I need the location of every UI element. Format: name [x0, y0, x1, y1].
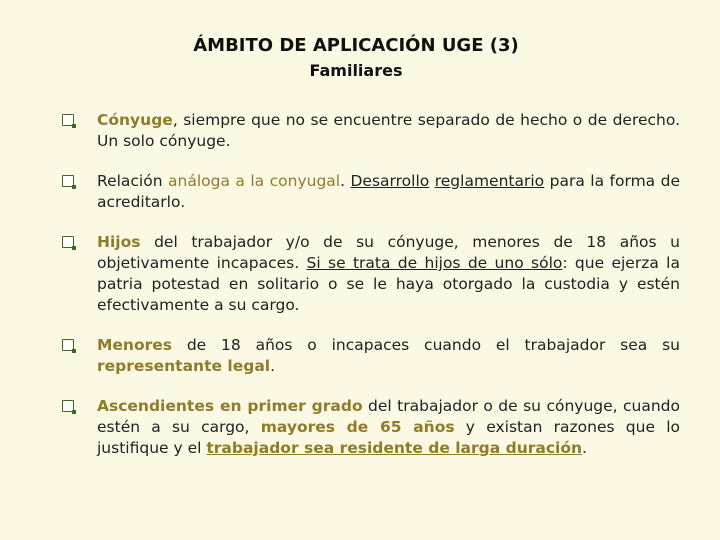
checkbox-bullet-icon: [62, 114, 74, 126]
slide-title: ÁMBITO DE APLICACIÓN UGE (3): [193, 35, 519, 56]
checkbox-bullet-icon: [62, 175, 74, 187]
checkbox-bullet-icon: [62, 236, 74, 248]
bullet-text: , siempre que no se encuentre separado de hecho o de derecho. Un solo cónyuge.: [97, 111, 680, 150]
checkbox-bullet-icon: [62, 339, 74, 351]
underlined-desarrollo: Desarrollo: [350, 172, 430, 190]
term-menores: Menores: [97, 336, 173, 354]
bullet-text: .: [340, 172, 351, 190]
bullet-menores: [62, 335, 680, 377]
term-conyuge: Cónyuge: [97, 111, 173, 129]
bullet-text: de 18 años o incapaces cuando el trabajador sea su: [172, 336, 680, 354]
bullet-list: [62, 110, 680, 459]
term-residente-larga-duracion: trabajador sea residente de larga duración: [206, 439, 583, 457]
term-hijos: Hijos: [97, 233, 141, 251]
bullet-text: para la forma de acreditarlo.: [97, 172, 681, 211]
bullet-conyuge: [62, 110, 680, 152]
bullet-text: : que ejerza la patria potestad en solitario o se le haya otorgado la custodia y estén efectivamente a su cargo.: [97, 254, 680, 314]
slide-subtitle: Familiares: [309, 61, 403, 80]
bullet-ascendientes: [62, 396, 680, 459]
term-mayores-65: mayores de 65 años: [260, 418, 455, 436]
bullet-relacion-analoga: [62, 171, 680, 213]
term-analoga-conyugal: análoga a la conyugal: [168, 172, 341, 190]
bullet-text: del trabajador o de su cónyuge, cuando estén a su cargo,: [97, 397, 680, 436]
bullet-hijos: [62, 232, 680, 316]
term-representante-legal: representante legal: [97, 357, 271, 375]
term-ascendientes: Ascendientes en primer grado: [97, 397, 363, 415]
bullet-text: .: [582, 439, 587, 457]
bullet-text: Relación: [97, 172, 169, 190]
bullet-text: del trabajador y/o de su cónyuge, menores de 18 años u objetivamente incapaces.: [97, 233, 680, 272]
underlined-reglamentario: reglamentario: [434, 172, 545, 190]
bullet-text: .: [270, 357, 276, 375]
bullet-text: y existan razones que lo justifique y el: [97, 418, 680, 457]
checkbox-bullet-icon: [62, 400, 74, 412]
underlined-hijos-de-uno-solo: Si se trata de hijos de uno sólo: [306, 254, 563, 272]
